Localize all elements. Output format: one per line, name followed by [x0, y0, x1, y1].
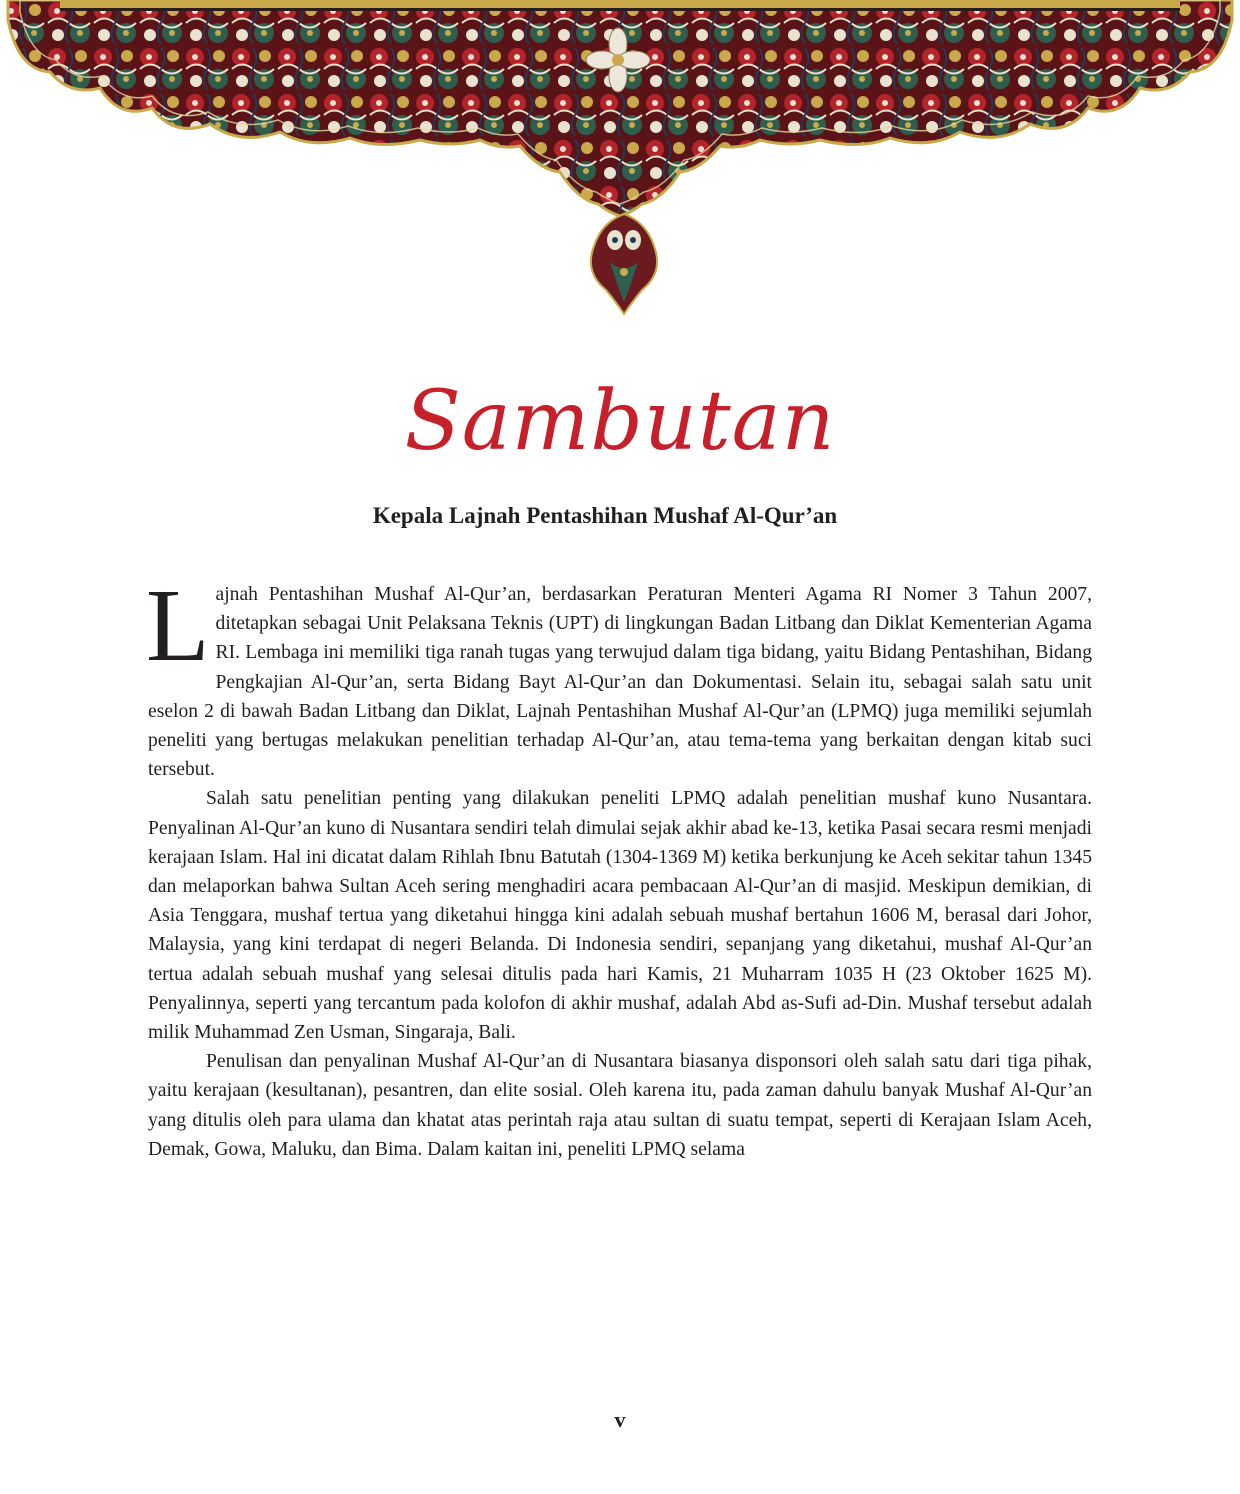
- paragraph: Salah satu penelitian penting yang dilakukan peneliti LPMQ adalah penelitian mushaf kuno Nusantara. Penyalinan Al-Qur’an kuno di Nusantara sendiri telah dimulai sejak akhir abad ke-13, ketika Pasai secara resmi menjadi kerajaan Islam. Hal ini dicatat dalam Rihlah Ibnu Batutah (1304-1369 M) ketika berkunjung ke Aceh sekitar tahun 1345 dan melaporkan bahwa Sultan Aceh sering menghadiri acara pembacaan Al-Qur’an di masjid. Meskipun demikian, di Asia Tenggara, mushaf tertua yang diketahui hingga kini adalah sebuah mushaf bertahun 1606 M, berasal dari Johor, Malaysia, yang kini terdapat di negeri Belanda. Di Indonesia sendiri, sepanjang yang diketahui, mushaf Al-Qur’an tertua adalah sebuah mushaf yang selesai ditulis pada hari Kamis, 21 Muharram 1035 H (23 Oktober 1625 M). Penyalinnya, seperti yang tercantum pada kolofon di akhir mushaf, adalah Abd as-Sufi ad-Din. Mushaf tersebut adalah milik Muhammad Zen Usman, Singaraja, Bali.: [148, 788, 1092, 1044]
- paragraph: [146, 568, 1092, 784]
- pendant-finial-icon: [591, 214, 657, 314]
- page-number: v: [614, 1407, 626, 1432]
- paragraph: Penulisan dan penyalinan Mushaf Al-Qur’an di Nusantara biasanya disponsori oleh salah satu dari tiga pihak, yaitu kerajaan (kesultanan), pesantren, dan elite sosial. Oleh karena itu, pada zaman dahulu banyak Mushaf Al-Qur’an yang ditulis oleh para ulama dan khatat atas perintah raja atau sultan di suatu tempat, seperti di Kerajaan Islam Aceh, Demak, Gowa, Maluku, dan Bima. Dalam kaitan ini, peneliti LPMQ selama: [148, 1051, 1092, 1160]
- paragraph-1-text: ajnah Pentashihan Mushaf Al-Qur’an, berdasarkan Peraturan Menteri Agama RI Nomer 3 Tahun 2007, ditetapkan sebagai Unit Pelaksana Teknis (UPT) di lingkungan Badan Litbang dan Diklat Kementerian Agama RI. Lembaga ini memiliki tiga ranah tugas yang terwujud dalam tiga bidang, yaitu Bidang Pentashihan, Bidang Pengkajian Al-Qur’an, serta Bidang Bayt Al-Qur’an dan Dokumentasi. Selain itu, sebagai salah satu unit eselon 2 di bawah Badan Litbang dan Diklat, Lajnah Pentashihan Mushaf Al-Qur’an (LPMQ) juga memiliki sejumlah peneliti yang bertugas melakukan penelitian terhadap Al-Qur’an, atau tema-tema yang berkaitan dengan kitab suci tersebut.: [148, 584, 1092, 781]
- body-text: [146, 568, 1092, 1164]
- drop-cap: L: [146, 568, 210, 683]
- page-title: Sambutan: [404, 374, 836, 469]
- floral-illumination-border-icon: [0, 0, 1240, 320]
- page-subtitle: Kepala Lajnah Pentashihan Mushaf Al-Qur’an: [372, 503, 838, 528]
